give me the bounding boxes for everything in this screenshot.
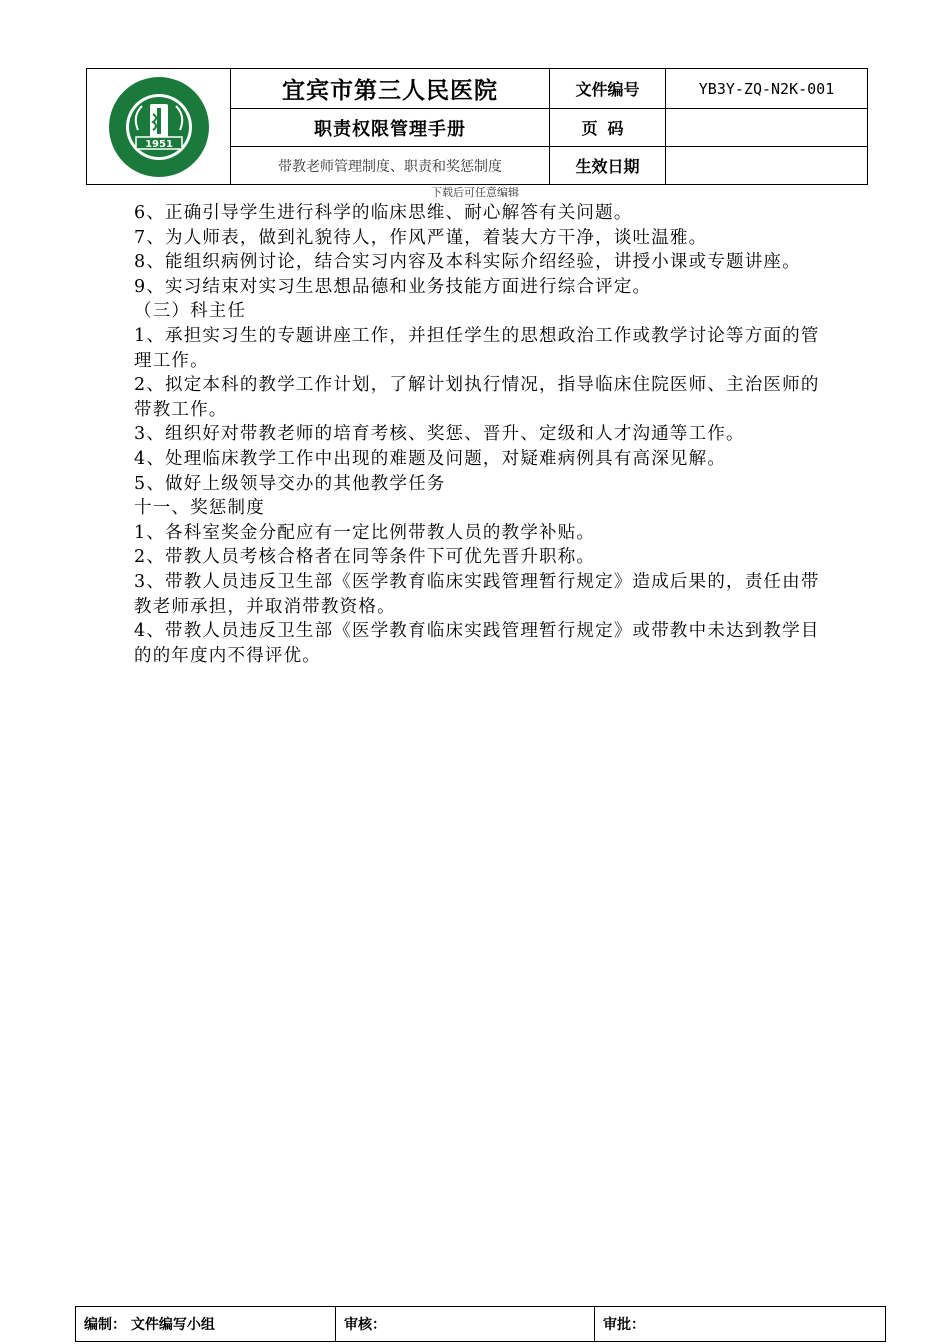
approved-by-cell bbox=[595, 1307, 886, 1342]
section-heading: 十一、奖惩制度 bbox=[134, 498, 265, 519]
doc-no-value-cell bbox=[666, 69, 868, 109]
approved-by: 审批： bbox=[603, 1317, 645, 1333]
logo-cell bbox=[87, 69, 231, 185]
body-line: 2、拟定本科的教学工作计划，了解计划执行情况，指导临床住院医师、主治医师的带教工作。 bbox=[134, 375, 820, 420]
body-line: 9、实习结束对实习生思想品德和业务技能方面进行综合评定。 bbox=[134, 276, 652, 297]
signature-footer-table bbox=[75, 1306, 886, 1342]
doc-no-value: YB3Y-ZQ-N2K-001 bbox=[698, 80, 835, 98]
body-line: 8、能组织病例讨论，结合实习内容及本科实际介绍经验，讲授小课或专题讲座。 bbox=[134, 252, 801, 273]
effective-label-cell bbox=[550, 147, 666, 185]
doc-no-label: 文件编号 bbox=[575, 80, 640, 99]
body-line: 5、做好上级领导交办的其他教学任务 bbox=[134, 473, 446, 494]
hospital-name: 宜宾市第三人民医院 bbox=[282, 78, 498, 104]
body-line: 7、为人师表，做到礼貌待人，作风严谨，着装大方干净，谈吐温雅。 bbox=[134, 227, 708, 248]
section-heading: （三）科主任 bbox=[134, 301, 247, 322]
manual-name-cell bbox=[231, 109, 550, 147]
manual-name: 职责权限管理手册 bbox=[314, 118, 466, 140]
reviewed-by-cell bbox=[336, 1307, 595, 1342]
document-header-table bbox=[86, 68, 868, 185]
page-label: 页码 bbox=[581, 119, 634, 138]
body-line: 3、组织好对带教老师的培育考核、奖惩、晋升、定级和人才沟通等工作。 bbox=[134, 424, 745, 445]
body-line: 3、带教人员违反卫生部《医学教育临床实践管理暂行规定》造成后果的，责任由带教老师承担，并取消带教资格。 bbox=[134, 571, 820, 617]
body-line: 1、承担实习生的专题讲座工作，并担任学生的思想政治工作或教学讨论等方面的管理工作。 bbox=[134, 325, 820, 371]
section-name: 带教老师管理制度、职责和奖惩制度 bbox=[278, 158, 502, 175]
body-line: 4、处理临床教学工作中出现的难题及问题，对疑难病例具有高深见解。 bbox=[134, 448, 727, 469]
effective-date-label: 生效日期 bbox=[575, 157, 640, 176]
body-line: 4、带教人员违反卫生部《医学教育临床实践管理暂行规定》或带教中未达到教学目的的年度内不得评优。 bbox=[134, 621, 820, 666]
compiled-by-cell bbox=[76, 1307, 336, 1342]
watermark-text: 下载后可任意编辑 bbox=[431, 186, 519, 199]
page-label-cell bbox=[550, 109, 666, 147]
document-body bbox=[134, 201, 834, 668]
section-name-cell bbox=[231, 147, 550, 185]
body-line: 6、正确引导学生进行科学的临床思维、耐心解答有关问题。 bbox=[134, 203, 633, 223]
compiled-by: 编制： 文件编写小组 bbox=[84, 1317, 215, 1333]
body-line: 1、各科室奖金分配应有一定比例带教人员的教学补贴。 bbox=[134, 522, 596, 543]
page-value-cell bbox=[666, 109, 868, 147]
body-line: 2、带教人员考核合格者在同等条件下可优先晋升职称。 bbox=[134, 547, 596, 568]
reviewed-by: 审核： bbox=[344, 1317, 386, 1333]
doc-no-label-cell bbox=[550, 69, 666, 109]
effective-value-cell bbox=[666, 147, 868, 185]
hospital-emblem-icon bbox=[98, 74, 220, 180]
hospital-name-cell bbox=[231, 69, 550, 109]
emblem-year: 1951 bbox=[144, 138, 173, 150]
